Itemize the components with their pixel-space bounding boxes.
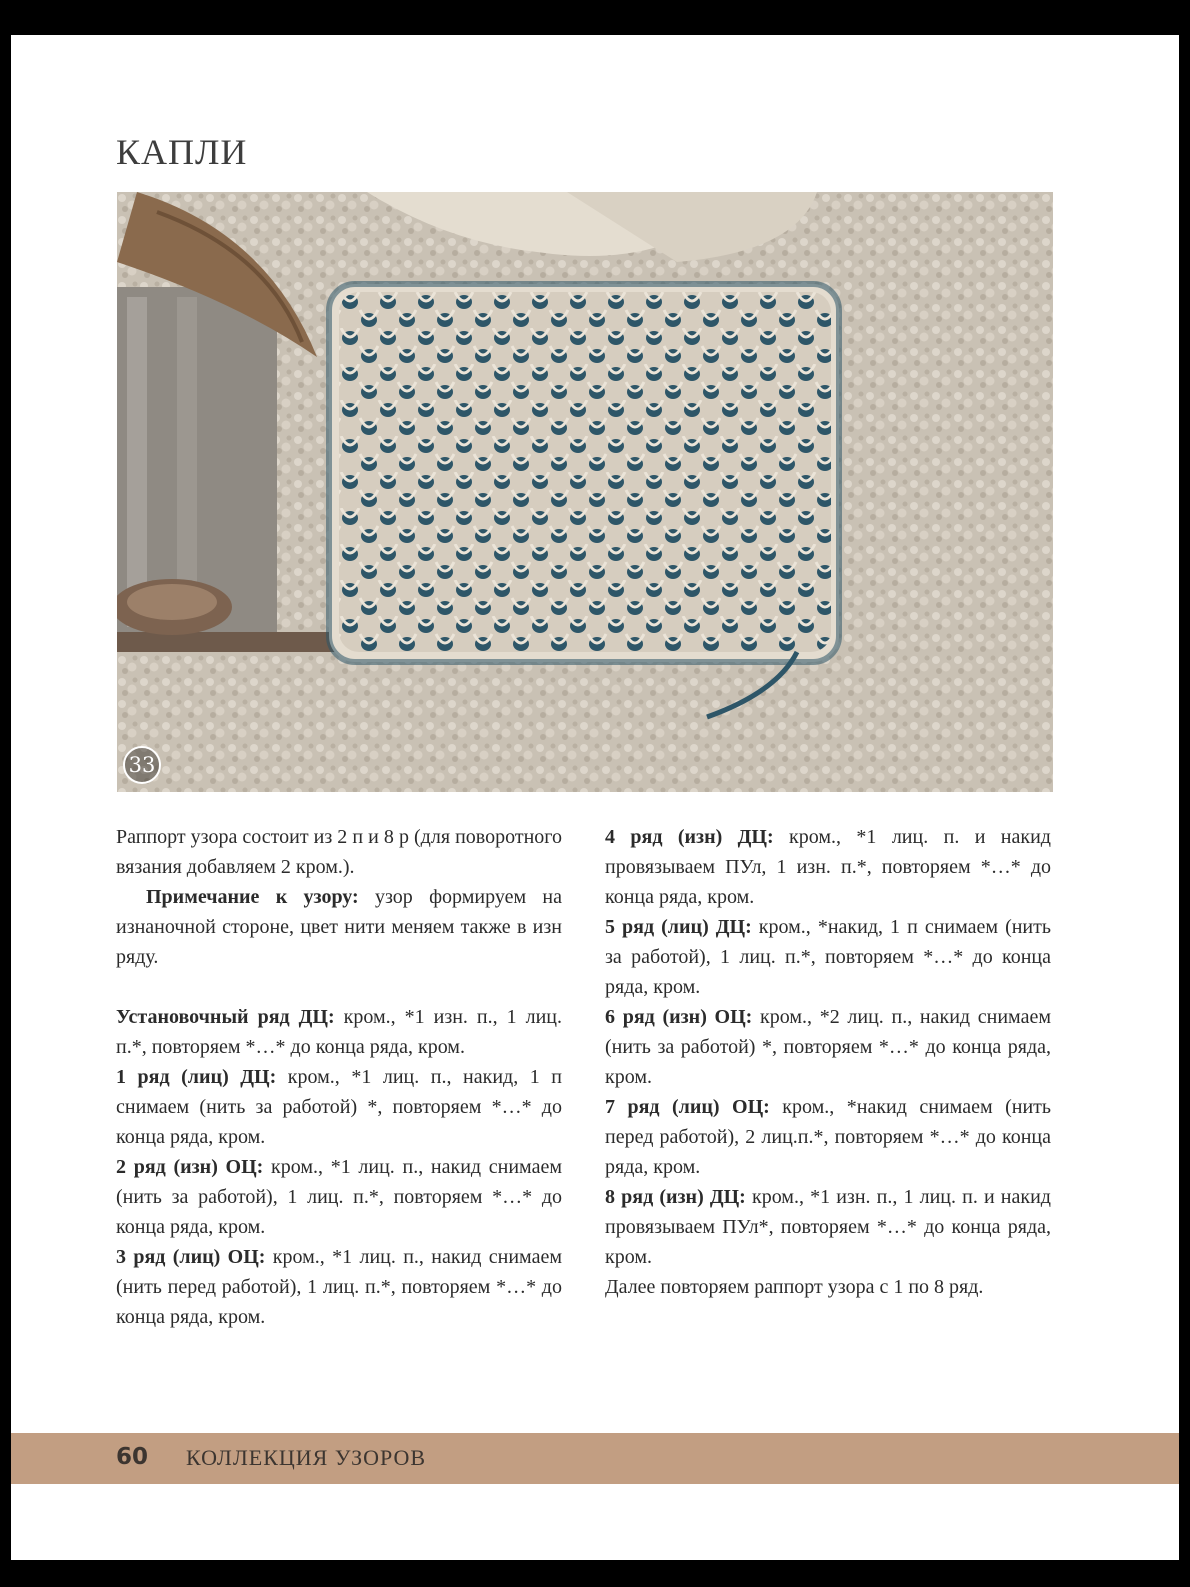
knitted-swatch-illustration	[117, 192, 1053, 792]
row-label: 2 ряд (изн) ОЦ:	[116, 1156, 264, 1178]
spacer	[116, 972, 562, 1002]
row-label: Установочный ряд ДЦ:	[116, 1006, 335, 1028]
row-label: 8 ряд (изн) ДЦ:	[605, 1186, 746, 1208]
row-1	[116, 1062, 562, 1152]
row-text: кром., *1 лиц. п. и накид провязываем ПУл, 1 изн. п.*, повторяем *…* до конца ряда, кром.	[605, 826, 1051, 908]
pattern-number-badge: 33	[123, 746, 161, 784]
repeat-instruction: Далее повторяем раппорт узора с 1 по 8 ряд.	[605, 1276, 984, 1298]
section-title: КОЛЛЕКЦИЯ УЗОРОВ	[186, 1445, 427, 1470]
row-text: кром., *накид, 1 п снимаем (нить за работой), 1 лиц. п.*, повторяем *…* до конца ряда, кром.	[605, 916, 1052, 998]
row-5	[605, 912, 1051, 1002]
pattern-note	[116, 882, 562, 972]
page-number: 60	[116, 1444, 149, 1470]
row-label: 5 ряд (лиц) ДЦ:	[605, 916, 752, 938]
row-7	[605, 1092, 1051, 1182]
page-footer	[11, 1433, 1179, 1484]
pattern-title: КАПЛИ	[116, 132, 248, 172]
row-text: кром., *1 лиц. п., накид, 1 п снимаем (нить за работой) *, повторяем *…* до конца ряда, кром.	[116, 1066, 562, 1148]
note-label: Примечание к узору:	[146, 886, 359, 908]
knitting-sample-photo	[117, 192, 1053, 792]
row-text: кром., *1 изн. п., 1 лиц. п.*, повторяем *…* до конца ряда, кром.	[116, 1006, 563, 1058]
row-text: кром., *1 лиц. п., накид снимаем (нить перед работой), 1 лиц. п.*, повторяем *…* до конца ряда, кром.	[116, 1246, 562, 1328]
instructions-right-column	[605, 822, 1051, 1302]
row-text: кром., *1 изн. п., 1 лиц. п. и накид провязываем ПУл*, повторяем *…* до конца ряда, кром.	[605, 1186, 1051, 1268]
row-text: кром., *накид снимаем (нить перед работой), 2 лиц.п.*, повторяем *…* до конца ряда, кром.	[605, 1096, 1052, 1178]
instructions-left-column	[116, 822, 562, 1332]
repeat-description: Раппорт узора состоит из 2 п и 8 р (для поворотного вязания добавляем 2 кром.).	[116, 826, 562, 878]
note-text: узор формируем на изнаночной стороне, цвет нити меняем также в изн ряду.	[116, 886, 563, 968]
row-label: 1 ряд (лиц) ДЦ:	[116, 1066, 277, 1088]
row-label: 6 ряд (изн) ОЦ:	[605, 1006, 753, 1028]
row-label: 4 ряд (изн) ДЦ:	[605, 826, 774, 848]
row-4	[605, 822, 1051, 912]
row-text: кром., *1 лиц. п., накид снимаем (нить за работой), 1 лиц. п.*, повторяем *…* до конца ряда, кром.	[116, 1156, 562, 1238]
row-3	[116, 1242, 562, 1332]
row-label: 3 ряд (лиц) ОЦ:	[116, 1246, 266, 1268]
row-2	[116, 1152, 562, 1242]
row-label: 7 ряд (лиц) ОЦ:	[605, 1096, 770, 1118]
row-6	[605, 1002, 1051, 1092]
book-page	[11, 35, 1179, 1560]
row-8	[605, 1182, 1051, 1272]
row-text: кром., *2 лиц. п., накид снимаем (нить за работой) *, повторяем *…* до конца ряда, кром.	[605, 1006, 1051, 1088]
row-setup	[116, 1002, 562, 1062]
